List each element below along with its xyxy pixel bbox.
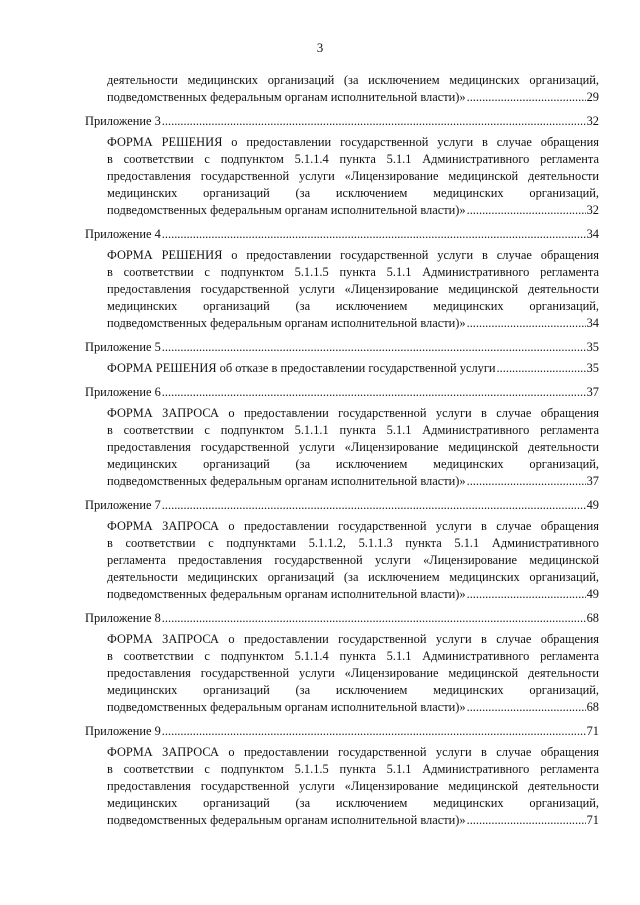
- toc-text: ФОРМА РЕШЕНИЯ об отказе в предоставлении государственной услуги: [107, 361, 496, 375]
- toc-row-appendix[interactable]: [85, 497, 599, 514]
- toc-page-number: 37: [586, 385, 599, 399]
- toc-page-number: 49: [586, 587, 599, 601]
- dot-leader: [467, 699, 586, 716]
- toc-page-number: 32: [586, 203, 599, 217]
- toc-row-appendix[interactable]: [85, 384, 599, 401]
- toc-row-form[interactable]: [107, 699, 599, 716]
- toc-line: ФОРМА ЗАПРОСА о предоставлении государственной услуги в случае обращения: [107, 406, 599, 420]
- appendix-label: Приложение 7: [85, 498, 161, 512]
- toc-text: подведомственных федеральным органам исполнительной власти)»: [107, 587, 466, 601]
- dot-leader: [467, 586, 586, 603]
- toc-line: медицинских организаций (за исключением медицинских организаций,: [107, 299, 599, 313]
- toc-line: в соответствии с подпунктом 5.1.1.4 пункта 5.1.1 Административного регламента: [107, 649, 599, 663]
- dot-leader: [162, 339, 586, 356]
- toc-subentry: [85, 134, 599, 219]
- dot-leader: [467, 315, 586, 332]
- toc-text: подведомственных федеральным органам исполнительной власти)»: [107, 700, 466, 714]
- toc-text: подведомственных федеральным органам исполнительной власти)»: [107, 203, 466, 217]
- toc-subentry: [85, 360, 599, 377]
- dot-leader: [162, 497, 586, 514]
- toc-entries: [85, 113, 599, 829]
- toc-row-form[interactable]: [107, 202, 599, 219]
- toc-page-number: 71: [586, 724, 599, 738]
- toc-line: в соответствии с подпунктом 5.1.1.5 пункта 5.1.1 Административного регламента: [107, 762, 599, 776]
- dot-leader: [467, 473, 586, 490]
- toc-line: в соответствии с подпунктом 5.1.1.5 пункта 5.1.1 Административного регламента: [107, 265, 599, 279]
- toc-entry: [85, 610, 599, 716]
- toc-line: предоставления государственной услуги «Лицензирование медицинской деятельности: [107, 779, 599, 793]
- toc-entry: [85, 113, 599, 219]
- toc-line: предоставления государственной услуги «Лицензирование медицинской деятельности: [107, 169, 599, 183]
- appendix-label: Приложение 3: [85, 114, 161, 128]
- toc-row-form[interactable]: [107, 473, 599, 490]
- toc-line: ФОРМА ЗАПРОСА о предоставлении государственной услуги в случае обращения: [107, 745, 599, 759]
- toc-subentry: [85, 247, 599, 332]
- toc-line: ФОРМА РЕШЕНИЯ о предоставлении государственной услуги в случае обращения: [107, 135, 599, 149]
- toc-line: деятельности медицинских организаций (за исключением медицинских организаций,: [107, 73, 599, 87]
- toc-line: регламента предоставления государственной услуги «Лицензирование медицинской: [107, 553, 599, 567]
- appendix-label: Приложение 9: [85, 724, 161, 738]
- toc-line: медицинских организаций (за исключением медицинских организаций,: [107, 186, 599, 200]
- toc-row[interactable]: [107, 89, 599, 106]
- dot-leader: [467, 202, 586, 219]
- toc-entry: [85, 384, 599, 490]
- dot-leader: [467, 812, 586, 829]
- toc-page-number: 34: [586, 316, 599, 330]
- appendix-label: Приложение 5: [85, 340, 161, 354]
- toc-row-appendix[interactable]: [85, 113, 599, 130]
- appendix-label: Приложение 4: [85, 227, 161, 241]
- toc-entry: [85, 497, 599, 603]
- dot-leader: [497, 360, 586, 377]
- toc-text: подведомственных федеральным органам исполнительной власти)»: [107, 90, 466, 104]
- toc-line: в соответствии с подпунктом 5.1.1.4 пункта 5.1.1 Административного регламента: [107, 152, 599, 166]
- toc-line: в соответствии с подпунктами 5.1.1.2, 5.1.1.3 пункта 5.1.1 Административного: [107, 536, 599, 550]
- toc-entry: [85, 339, 599, 377]
- appendix-label: Приложение 8: [85, 611, 161, 625]
- toc-page-number: 29: [586, 90, 599, 104]
- toc-line: ФОРМА РЕШЕНИЯ о предоставлении государственной услуги в случае обращения: [107, 248, 599, 262]
- toc-row-form[interactable]: [107, 360, 599, 377]
- toc-page-number: 37: [586, 474, 599, 488]
- toc-page-number: 32: [586, 114, 599, 128]
- toc-text: подведомственных федеральным органам исполнительной власти)»: [107, 316, 466, 330]
- toc-page-number: 35: [586, 340, 599, 354]
- toc-line: ФОРМА ЗАПРОСА о предоставлении государственной услуги в случае обращения: [107, 519, 599, 533]
- toc-page-number: 35: [586, 361, 599, 375]
- toc-subentry: [85, 518, 599, 603]
- dot-leader: [162, 610, 586, 627]
- dot-leader: [467, 89, 586, 106]
- toc-line: предоставления государственной услуги «Лицензирование медицинской деятельности: [107, 666, 599, 680]
- toc-page-number: 49: [586, 498, 599, 512]
- toc-line: предоставления государственной услуги «Лицензирование медицинской деятельности: [107, 282, 599, 296]
- toc-entry: [85, 723, 599, 829]
- dot-leader: [162, 384, 586, 401]
- toc-line: медицинских организаций (за исключением медицинских организаций,: [107, 457, 599, 471]
- dot-leader: [162, 723, 586, 740]
- toc-subentry: [85, 405, 599, 490]
- toc-row-form[interactable]: [107, 315, 599, 332]
- toc-row-appendix[interactable]: [85, 226, 599, 243]
- toc-row-appendix[interactable]: [85, 723, 599, 740]
- appendix-label: Приложение 6: [85, 385, 161, 399]
- toc-line: ФОРМА ЗАПРОСА о предоставлении государственной услуги в случае обращения: [107, 632, 599, 646]
- toc-page-number: 68: [586, 611, 599, 625]
- toc-entry: [85, 226, 599, 332]
- toc-subentry: [85, 744, 599, 829]
- toc-row-appendix[interactable]: [85, 339, 599, 356]
- toc-page-number: 68: [586, 700, 599, 714]
- toc-line: в соответствии с подпунктом 5.1.1.1 пункта 5.1.1 Административного регламента: [107, 423, 599, 437]
- toc-row-form[interactable]: [107, 812, 599, 829]
- toc-line: медицинских организаций (за исключением медицинских организаций,: [107, 796, 599, 810]
- toc-page-number: 34: [586, 227, 599, 241]
- toc-row-appendix[interactable]: [85, 610, 599, 627]
- toc-text: подведомственных федеральным органам исполнительной власти)»: [107, 474, 466, 488]
- table-of-contents: [85, 72, 599, 836]
- toc-line: медицинских организаций (за исключением медицинских организаций,: [107, 683, 599, 697]
- toc-row-form[interactable]: [107, 586, 599, 603]
- toc-line: деятельности медицинских организаций (за исключением медицинских организаций,: [107, 570, 599, 584]
- toc-line: предоставления государственной услуги «Лицензирование медицинской деятельности: [107, 440, 599, 454]
- toc-text: подведомственных федеральным органам исполнительной власти)»: [107, 813, 466, 827]
- page-number: 3: [316, 40, 324, 55]
- toc-subentry: [85, 631, 599, 716]
- dot-leader: [162, 226, 586, 243]
- toc-continuation: [85, 72, 599, 106]
- dot-leader: [162, 113, 586, 130]
- toc-page-number: 71: [586, 813, 599, 827]
